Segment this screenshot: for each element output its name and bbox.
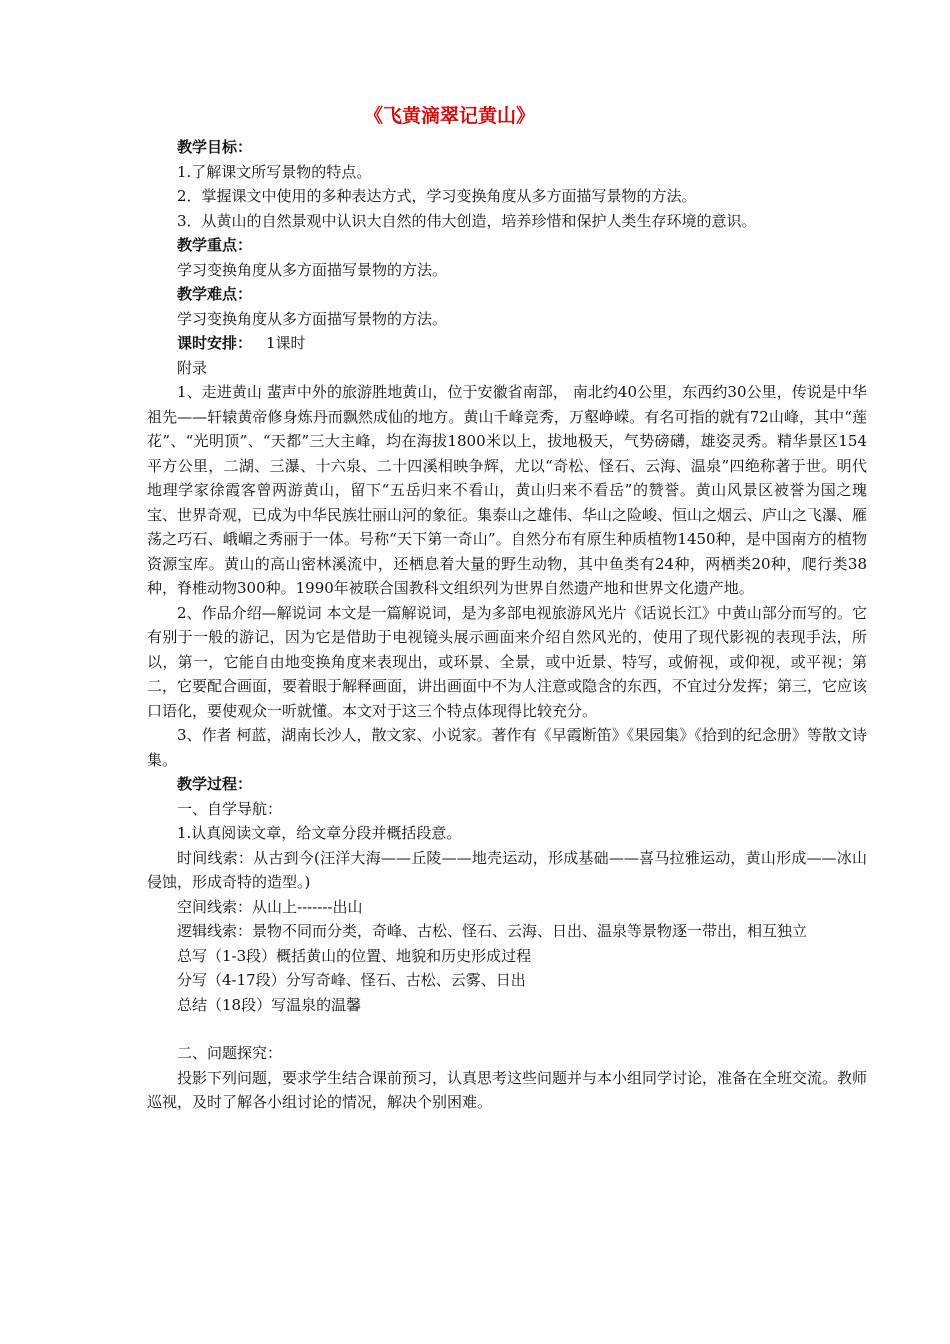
key-text: 学习变换角度从多方面描写景物的方法。 — [177, 260, 448, 279]
space-clue: 空间线索：从山上-------出山 — [177, 897, 363, 916]
schedule-row — [147, 331, 867, 356]
appendix-label: 附录 — [177, 358, 208, 377]
self-study-item: 1.认真阅读文章，给文章分段并概括段意。 — [177, 824, 462, 842]
document-page — [147, 103, 867, 1115]
schedule-heading: 课时安排： — [177, 334, 253, 352]
schedule-value: 1课时 — [266, 334, 306, 352]
objective-item: 1.了解课文所写景物的特点。 — [177, 162, 372, 181]
objective-item: 2．掌握课文中使用的多种表达方式，学习变换角度从多方面描写景物的方法。 — [177, 187, 697, 205]
inquiry-heading: 二、问题探究： — [177, 1044, 283, 1062]
logic-clue: 逻辑线索：景物不同而分类，奇峰、古松、怪石、云海、日出、温泉等景物逐一带出，相互独立 — [177, 922, 808, 940]
document-title: 《飞黄滴翠记黄山》 — [364, 105, 536, 127]
difficulty-text: 学习变换角度从多方面描写景物的方法。 — [177, 309, 448, 328]
appendix-paragraph: 1、走进黄山 蜚声中外的旅游胜地黄山，位于安徽省南部， 南北约40公里，东西约30公里，传说是中华祖先——轩辕黄帝修身炼丹而飘然成仙的地方。黄山千峰竞秀，万壑峥嵘。有名可指的就有72山峰，其中“莲花”、“光明顶”、“天都”三大主峰，均在海拔1800米以上，拔地极天，气势磅礴，雄姿灵秀。精华景区154平方公里，二湖、三瀑、十六泉、二十四溪相映争辉，尤以“奇松、怪石、云海、温泉”四绝称著于世。明代地理学家徐霞客曾两游黄山，留下“五岳归来不看山，黄山归来不看岳”的赞誉。黄山风景区被誉为国之瑰宝、世界奇观，已成为中华民族壮丽山河的象征。集泰山之雄伟、华山之险峻、恒山之烟云、庐山之飞瀑、雁荡之巧石、峨嵋之秀丽于一体。号称“天下第一奇山”。自然分布有原生种质植物1450种，是中国南方的植物资源宝库。黄山的高山密林溪流中，还栖息着大量的野生动物，其中鱼类有24种，两栖类20种，爬行类38种，脊椎动物300种。1990年被联合国教科文组织列为世界自然遗产地和世界文化遗产地。 — [147, 383, 868, 597]
objective-item: 3．从黄山的自然景观中认识大自然的伟大创造，培养珍惜和保护人类生存环境的意识。 — [177, 211, 757, 230]
summary-line: 总结（18段）写温泉的温馨 — [177, 995, 362, 1014]
key-heading: 教学重点： — [177, 236, 253, 254]
process-heading: 教学过程： — [177, 775, 253, 793]
summary-line: 分写（4-17段）分写奇峰、怪石、古松、云雾、日出 — [177, 971, 526, 989]
time-clue: 时间线索：从古到今(汪洋大海——丘陵——地壳运动，形成基础——喜马拉雅运动，黄山形成——冰山侵蚀，形成奇特的造型。) — [147, 848, 867, 891]
appendix-paragraph: 3、作者 柯蓝，湖南长沙人，散文家、小说家。著作有《早霞断笛》《果园集》《拾到的纪念册》等散文诗集。 — [147, 726, 867, 769]
summary-line: 总写（1-3段）概括黄山的位置、地貌和历史形成过程 — [177, 946, 532, 965]
blank-line — [147, 1017, 867, 1041]
difficulty-heading: 教学难点： — [177, 285, 253, 303]
objectives-heading: 教学目标： — [177, 138, 253, 156]
inquiry-text: 投影下列问题，要求学生结合课前预习，认真思考这些问题并与本小组同学讨论，准备在全班交流。教师巡视，及时了解各小组讨论的情况，解决个别困难。 — [147, 1068, 868, 1111]
self-study-heading: 一、自学导航： — [177, 799, 283, 818]
appendix-paragraph: 2、作品介绍—解说词 本文是一篇解说词，是为多部电视旅游风光片《话说长江》中黄山部分而写的。它有别于一般的游记，因为它是借助于电视镜头展示画面来介绍自然风光的，使用了现代影视的表现手法，所以，第一，它能自由地变换角度来表现出，或环景、全景，或中近景、特写，或俯视，或仰视，或平视；第二，它要配合画面，要着眼于解释画面，讲出画面中不为人注意或隐含的东西，不宜过分发挥；第三，它应该口语化，要使观众一听就懂。本文对于这三个特点体现得比较充分。 — [147, 603, 868, 720]
